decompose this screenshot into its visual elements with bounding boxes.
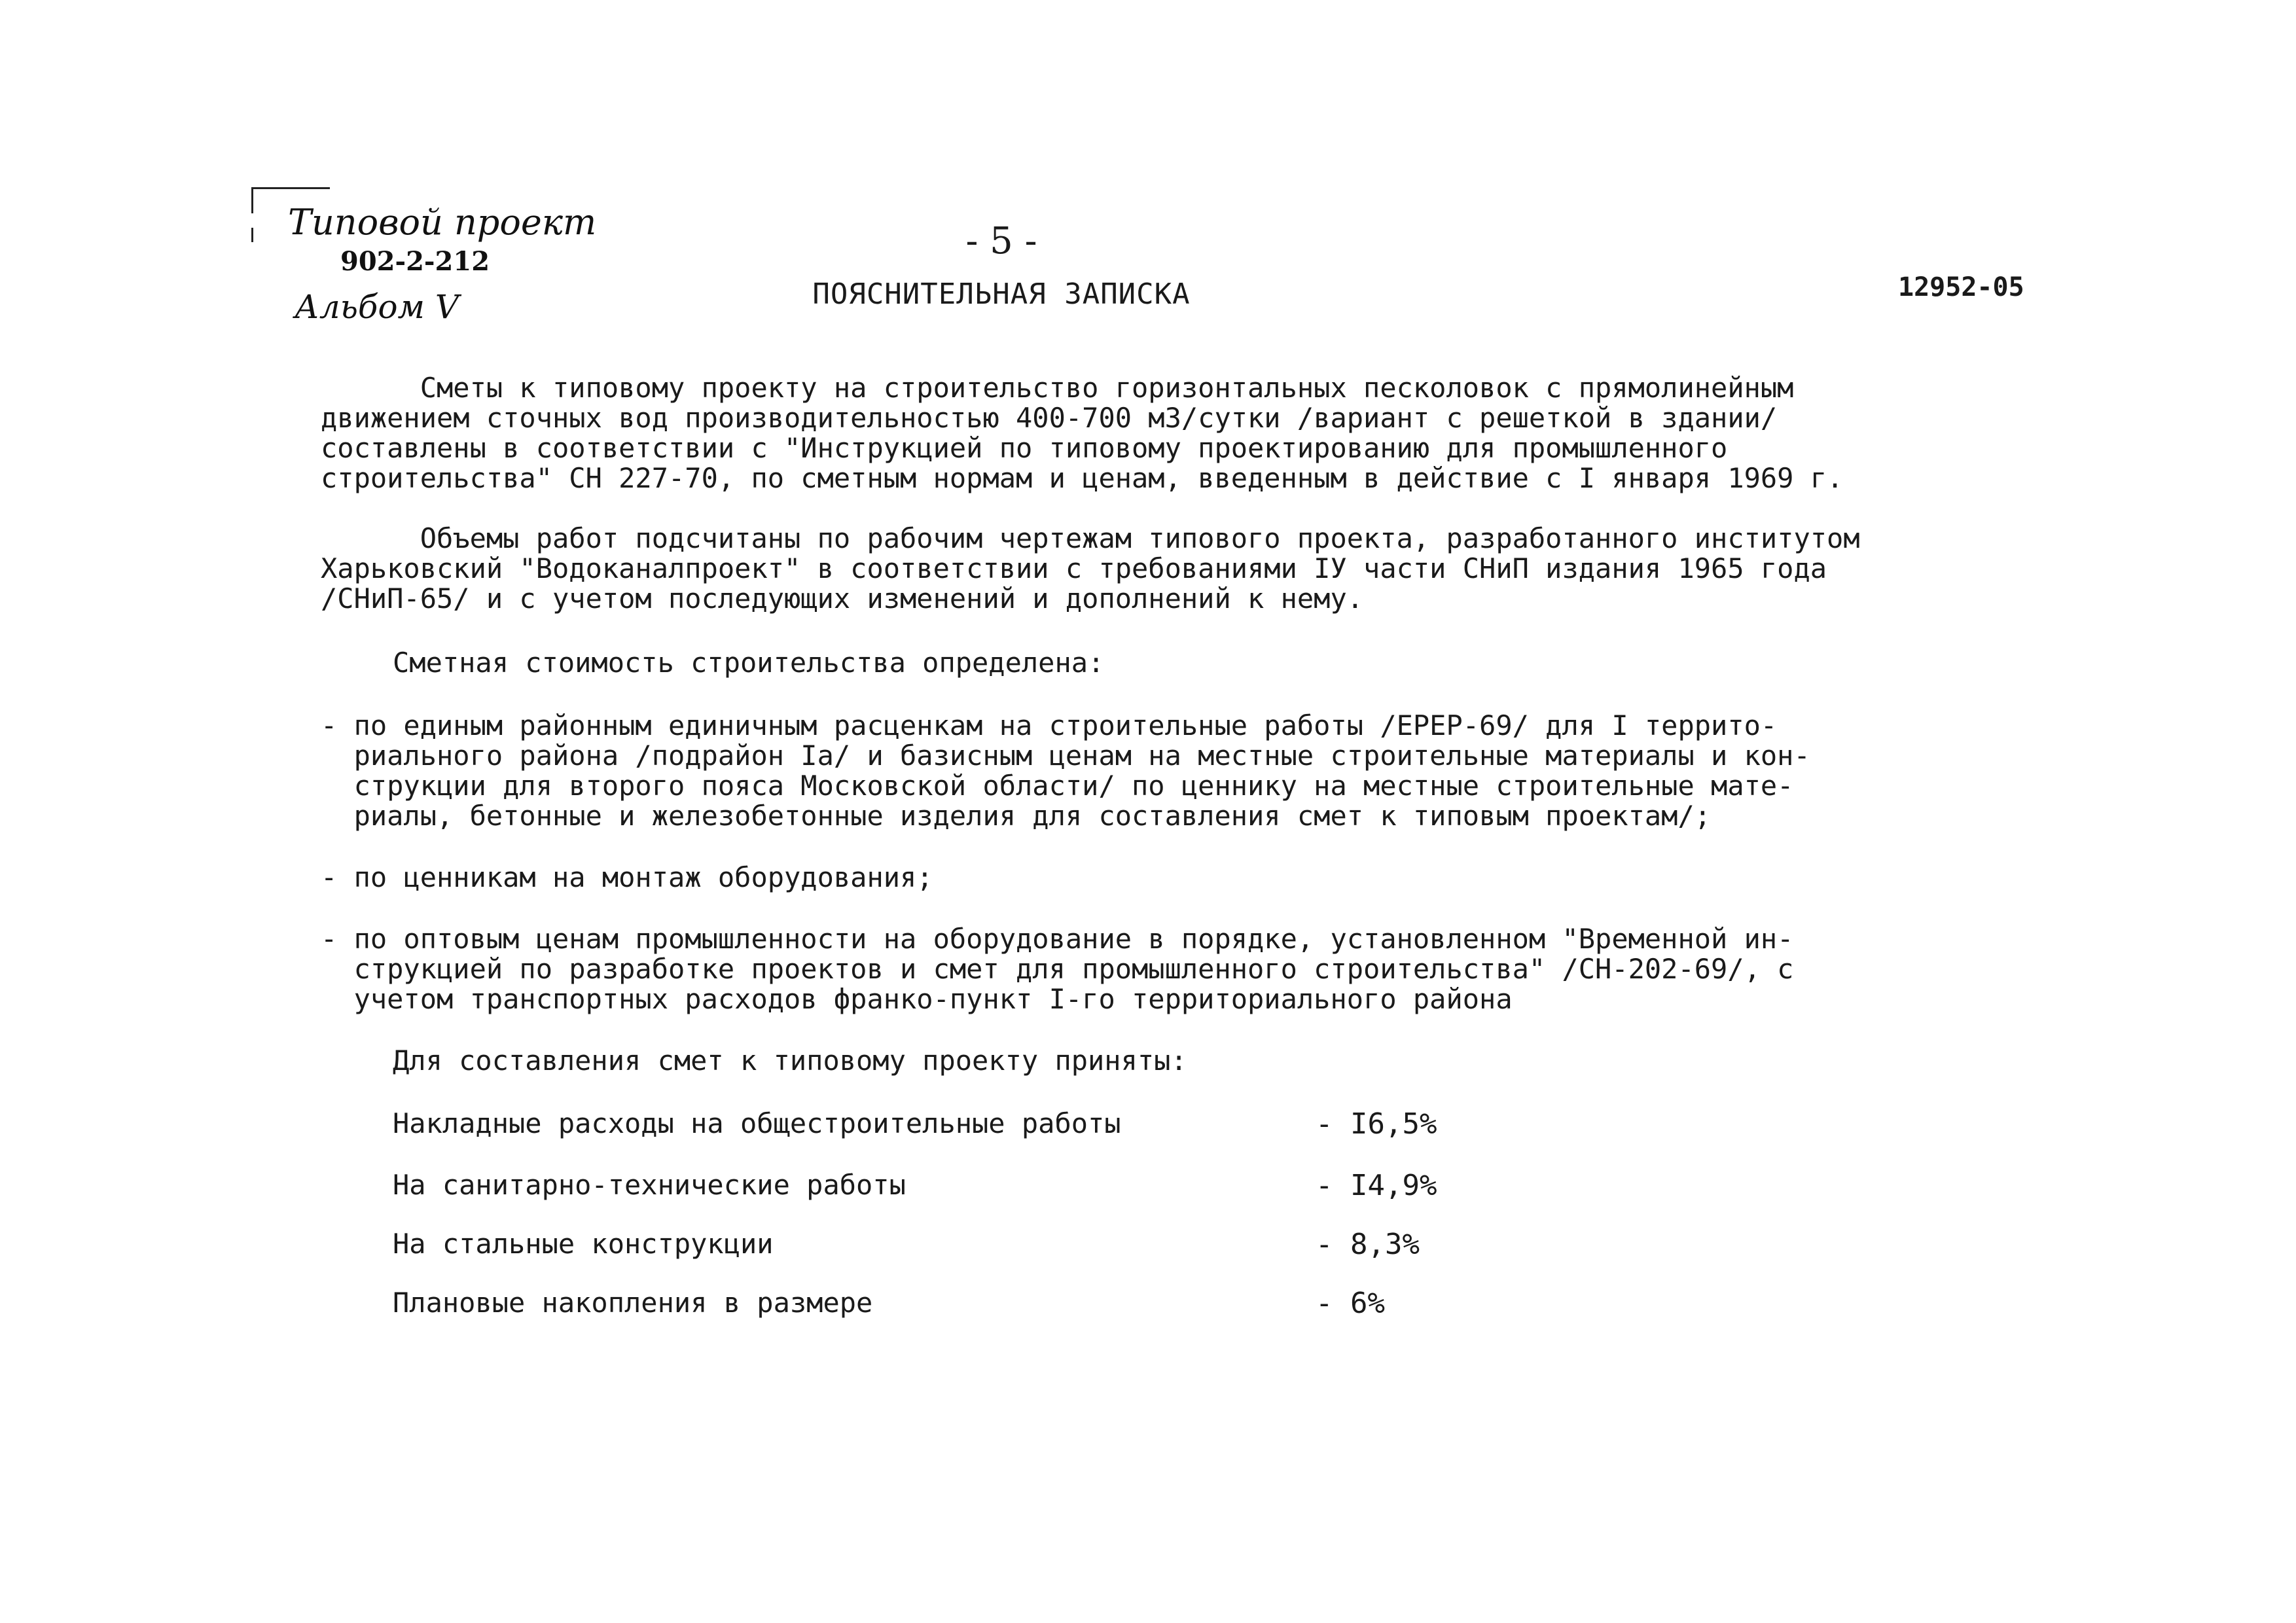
page-title: ПОЯСНИТЕЛЬНАЯ ЗАПИСКА [812,277,1191,311]
list-item: - по оптовым ценам промышленности на оборудование в порядке, установленном "Временной ин- струкцией по разработке проектов и смет для промышленного строительства" /СН-202-69/, с учетом транспортных расходов франко-пункт I-го территориального района [321,923,1794,1015]
rate-label: Накладные расходы на общестроительные работы [393,1107,1121,1139]
rates-intro: Для составления смет к типовому проекту приняты: [393,1044,1187,1077]
handwritten-project-label: Типовой проект [288,202,597,243]
rate-label: На стальные конструкции [393,1228,774,1260]
document-code: 12952-05 [1898,272,2024,302]
rate-value: - 6% [1316,1287,1385,1320]
handwritten-album-label: Альбом V [295,288,459,326]
rate-label: Плановые накопления в размере [393,1287,873,1319]
handwritten-project-number: 902-2-212 [340,246,490,277]
rate-label: На санитарно-технические работы [393,1169,906,1201]
paragraph-volumes: Объемы работ подсчитаны по рабочим чертежам типового проекта, разработанного институтом Харьковский "Водоканалпроект" в соответствии с требованиями IУ части СНиП издания 1965 года /СНиП-65/ и с учетом последующих изменений и дополнений к нему. [321,522,1860,615]
rate-value: - 8,3% [1316,1228,1420,1261]
list-item: - по ценникам на монтаж оборудования; [321,861,933,893]
corner-tick [251,228,253,242]
page-number: - 5 - [965,220,1037,262]
paragraph-estimates: Сметы к типовому проекту на строительство горизонтальных песколовок с прямолинейным движением сточных вод производительностью 400-700 м3/сутки /вариант с решеткой в здании/ составлены в соответствии с "Инструкцией по типовому проектированию для промышленного строительства" СН 227-70, по сметным нормам и ценам, введенным в действие с I января 1969 г. [321,372,1844,494]
corner-tick [251,187,253,213]
list-item: - по единым районным единичным расценкам на строительные работы /ЕРЕР-69/ для I террито- риального района /подрайон Iа/ и базисным ценам на местные строительные материалы и кон- струкции для второго пояса Московской области/ по ценнику на местные строительные мате- риалы, бетонные и железобетонные изделия для составления смет к типовым проектам/; [321,709,1810,832]
paragraph-cost-basis: Сметная стоимость строительства определена: [393,647,1105,679]
rate-value: - I4,9% [1316,1169,1437,1202]
rate-value: - I6,5% [1316,1107,1437,1141]
corner-line [251,187,330,189]
